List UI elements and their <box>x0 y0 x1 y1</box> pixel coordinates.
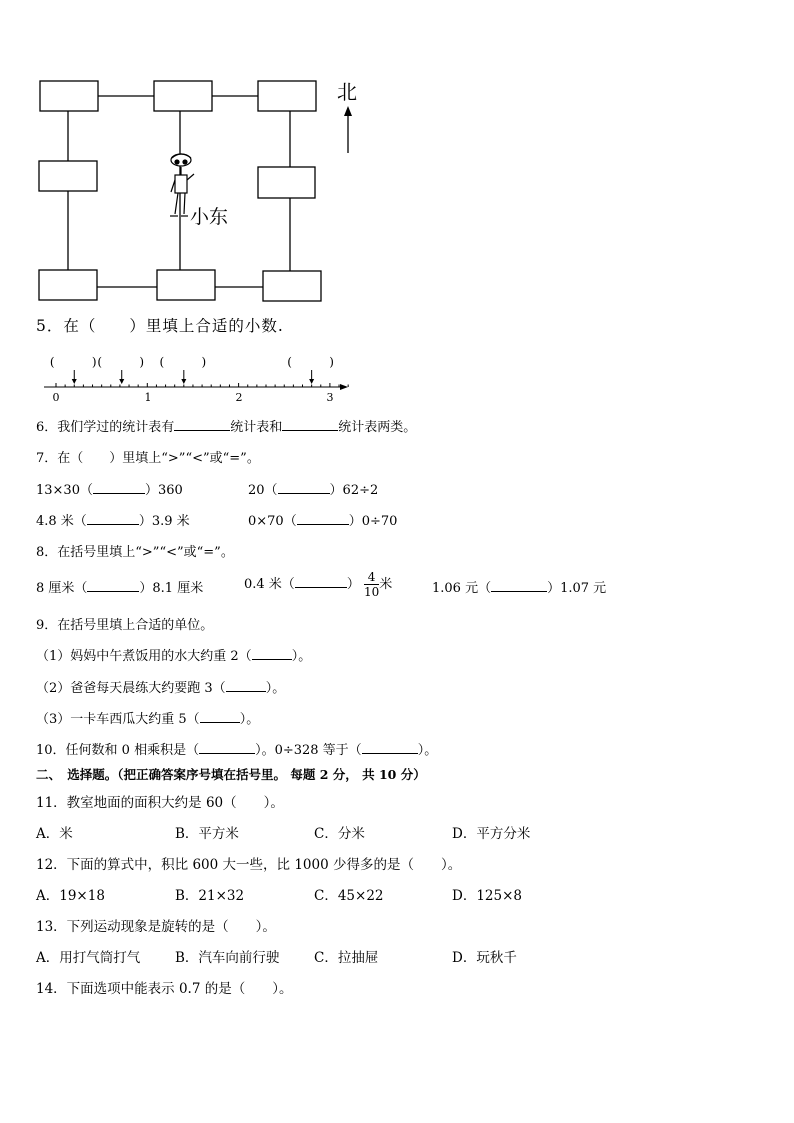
question-10 <box>36 739 437 758</box>
answer-blank[interactable] <box>362 741 418 754</box>
q11-option[interactable]: C．分米 <box>314 826 365 842</box>
answer-paren: ( <box>287 355 292 369</box>
question-11: 11．教室地面的面积大约是 60（ ）。 <box>36 795 284 811</box>
answer-blank[interactable] <box>87 579 139 592</box>
answer-blank[interactable] <box>295 575 347 588</box>
tick-label: 3 <box>326 391 334 404</box>
q11-option[interactable]: A．米 <box>36 826 73 842</box>
q8-text: 8 厘米（ <box>36 581 88 596</box>
q8-item-a <box>36 577 203 596</box>
q8-text: ）1.07 元 <box>547 581 607 596</box>
map-box <box>40 81 98 111</box>
q7-text: 0×70（ <box>248 514 297 529</box>
question-12: 12．下面的算式中，积比 600 大一些，比 1000 少得多的是（ ）。 <box>36 857 462 873</box>
q9-text: ）。 <box>291 649 312 664</box>
q10-text: ）。 <box>417 743 438 758</box>
q10-text: 10．任何数和 0 相乘积是（ <box>36 743 200 758</box>
tick-label: 1 <box>144 391 152 404</box>
q8-item-c <box>432 577 606 596</box>
answer-paren: ) <box>139 355 145 369</box>
q12-option[interactable]: A．19×18 <box>36 888 105 904</box>
fraction <box>364 570 379 599</box>
q9-sub-3 <box>36 708 259 727</box>
q9-sub-1 <box>36 645 311 664</box>
q7-row-2b <box>248 510 397 529</box>
pointer-arrow-icon <box>309 370 314 384</box>
fraction-numerator: 4 <box>364 570 379 585</box>
question-9-title: 9．在括号里填上合适的单位。 <box>36 618 214 633</box>
answer-paren: ( <box>97 355 103 369</box>
answer-blank[interactable] <box>226 679 266 692</box>
q7-text: ）360 <box>144 483 183 498</box>
pointer-arrow-icon <box>119 370 124 384</box>
map-box <box>258 167 315 198</box>
map-box <box>154 81 212 111</box>
q10-text: ）。0÷328 等于（ <box>255 743 362 758</box>
answer-blank[interactable] <box>278 481 330 494</box>
answer-blank[interactable] <box>93 481 145 494</box>
pointer-arrow-icon <box>72 370 77 384</box>
answer-blank[interactable] <box>174 418 230 431</box>
answer-paren: ( <box>49 355 55 369</box>
q7-row-1b <box>248 479 378 498</box>
answer-paren: ( <box>159 355 165 369</box>
q8-item-b <box>244 566 392 604</box>
q9-text: （2）爸爸每天晨练大约要跑 3（ <box>36 681 226 696</box>
answer-blank[interactable] <box>297 512 349 525</box>
answer-paren: ) <box>201 355 207 369</box>
question-7-title: 7．在（ ）里填上“>”“<”或“=”。 <box>36 451 260 466</box>
question-5: 5．在（ ）里填上合适的小数. <box>36 317 284 335</box>
q13-option[interactable]: D．玩秋千 <box>452 950 517 966</box>
q13-option[interactable]: A．用打气筒打气 <box>36 950 141 966</box>
answer-paren: ) <box>329 355 334 369</box>
map-box <box>258 81 316 111</box>
map-diagram <box>0 0 400 310</box>
q12-option[interactable]: B．21×32 <box>175 888 245 904</box>
q11-option[interactable]: D．平方分米 <box>452 826 531 842</box>
answer-blank[interactable] <box>200 710 240 723</box>
map-box <box>39 161 97 191</box>
answer-blank[interactable] <box>199 741 255 754</box>
q8-text: ） <box>346 577 360 592</box>
q8-text: ）8.1 厘米 <box>139 581 204 596</box>
tick-label: 0 <box>52 391 60 404</box>
q7-text: 13×30（ <box>36 483 93 498</box>
section-2-title: 二、 选择题。（把正确答案序号填在括号里。 每题 2 分， 共 10 分） <box>36 767 426 782</box>
q7-row-1a <box>36 479 183 498</box>
number-line <box>0 348 400 408</box>
question-6 <box>36 416 416 435</box>
answer-blank[interactable] <box>87 512 139 525</box>
q7-text: 4.8 米（ <box>36 514 87 529</box>
map-box <box>263 271 321 301</box>
q7-text: ）62÷2 <box>329 483 379 498</box>
q9-text: ）。 <box>239 712 260 727</box>
q9-text: （3）一卡车西瓜大约重 5（ <box>36 712 200 727</box>
q13-option[interactable]: C．拉抽屉 <box>314 950 379 966</box>
map-box <box>157 270 215 300</box>
q7-text: ）0÷70 <box>348 514 398 529</box>
question-13: 13．下列运动现象是旋转的是（ ）。 <box>36 919 276 935</box>
fraction-denominator: 10 <box>363 585 380 599</box>
question-8-title: 8．在括号里填上“>”“<”或“=”。 <box>36 545 234 560</box>
answer-paren: ) <box>91 355 97 369</box>
q9-sub-2 <box>36 677 285 696</box>
q8-text: 0.4 米（ <box>244 577 295 592</box>
q13-option[interactable]: B．汽车向前行驶 <box>175 950 280 966</box>
q8-text: 1.06 元（ <box>432 581 492 596</box>
q6-text-3: 统计表两类。 <box>338 420 417 435</box>
q9-text: （1）妈妈中午煮饭用的水大约重 2（ <box>36 649 252 664</box>
north-label: 北 <box>337 80 357 104</box>
q6-text-1: 6．我们学过的统计表有 <box>36 420 175 435</box>
person-label: 小东 <box>190 206 229 228</box>
map-box <box>39 270 97 300</box>
q7-row-2a <box>36 510 190 529</box>
tick-label: 2 <box>235 391 243 404</box>
q8-text: 米 <box>379 577 393 592</box>
q12-option[interactable]: C．45×22 <box>314 888 384 904</box>
pointer-arrow-icon <box>181 370 186 384</box>
q7-text: 20（ <box>248 483 278 498</box>
q11-option[interactable]: B．平方米 <box>175 826 239 842</box>
q12-option[interactable]: D．125×8 <box>452 888 522 904</box>
answer-blank[interactable] <box>491 579 547 592</box>
north-arrow-icon <box>344 106 352 153</box>
answer-blank[interactable] <box>252 647 292 660</box>
q6-text-2: 统计表和 <box>230 420 283 435</box>
question-14: 14．下面选项中能表示 0.7 的是（ ）。 <box>36 981 293 997</box>
q7-text: ）3.9 米 <box>138 514 190 529</box>
q9-text: ）。 <box>265 681 286 696</box>
answer-blank[interactable] <box>282 418 338 431</box>
